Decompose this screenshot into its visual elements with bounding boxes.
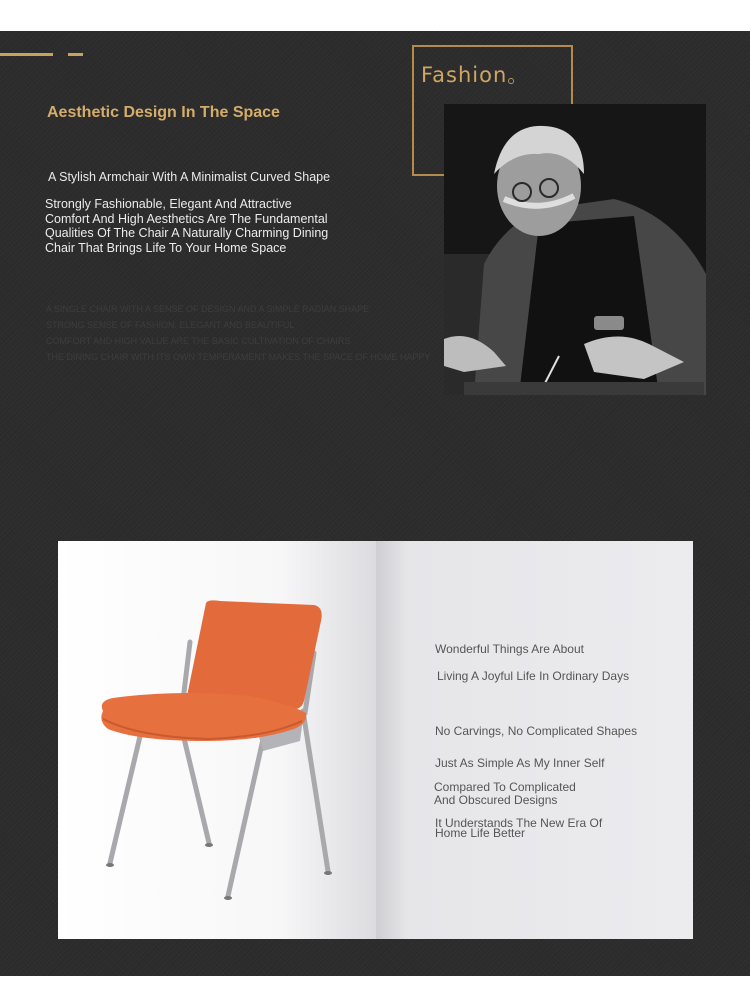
description-line: Qualities Of The Chair A Naturally Charming Dining bbox=[45, 226, 329, 240]
book-left-page bbox=[58, 541, 376, 939]
book-line: Just As Simple As My Inner Self bbox=[435, 756, 605, 770]
craftsman-illustration bbox=[444, 104, 706, 395]
book-line: And Obscured Designs bbox=[434, 793, 558, 807]
craftsman-photo bbox=[444, 104, 706, 395]
book-line: It Understands The New Era Of bbox=[435, 816, 603, 830]
orange-chair-image bbox=[58, 541, 376, 939]
fashion-label: Fashion。 bbox=[421, 63, 530, 87]
faint-caption-block bbox=[46, 301, 430, 365]
description-line: Strongly Fashionable, Elegant And Attractive bbox=[45, 197, 292, 211]
book-line: Wonderful Things Are About bbox=[435, 642, 584, 656]
description-block bbox=[45, 197, 328, 255]
caption-line: COMFORT AND HIGH VALUE ARE THE BASIC CULTIVATION OF CHAIRS bbox=[46, 336, 351, 346]
open-book bbox=[58, 541, 693, 939]
subheading: A Stylish Armchair With A Minimalist Curved Shape bbox=[48, 170, 331, 184]
description-line: Comfort And High Aesthetics Are The Fundamental bbox=[45, 211, 328, 226]
book-line: No Carvings, No Complicated Shapes bbox=[435, 724, 638, 738]
dark-panel bbox=[0, 31, 750, 976]
caption-line: A SINGLE CHAIR WITH A SENSE OF DESIGN AND A SIMPLE RADIAN SHAPE bbox=[46, 304, 370, 314]
gold-accent-dash bbox=[68, 53, 83, 56]
gold-accent-line bbox=[0, 53, 53, 56]
section-heading: Aesthetic Design In The Space bbox=[47, 104, 280, 121]
book-right-page bbox=[376, 541, 693, 939]
caption-line: STRONG SENSE OF FASHION, ELEGANT AND BEAUTIFUL bbox=[46, 320, 295, 330]
book-line: Living A Joyful Life In Ordinary Days bbox=[437, 669, 630, 683]
caption-line: THE DINING CHAIR WITH ITS OWN TEMPERAMENT MAKES THE SPACE OF HOME HAPPY bbox=[46, 352, 431, 362]
description-line: Chair That Brings Life To Your Home Space bbox=[45, 240, 287, 255]
book-line: Compared To Complicated bbox=[434, 780, 576, 794]
book-line: Home Life Better bbox=[435, 826, 526, 840]
